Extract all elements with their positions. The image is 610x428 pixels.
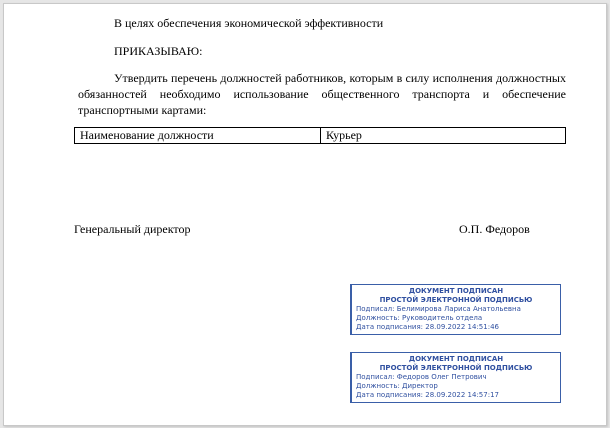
signature-position: Генеральный директор bbox=[74, 222, 191, 236]
paragraph-line-2: обязанностей необходимо использование общественного транспорта и обеспечение bbox=[78, 87, 566, 101]
position-value-cell: Курьер bbox=[326, 128, 362, 142]
order-paragraph bbox=[78, 70, 566, 118]
document-page bbox=[3, 3, 607, 426]
stamp-signer: Подписал: Белимирова Лариса Анатольевна bbox=[356, 305, 521, 313]
stamp-role: Должность: Руководитель отдела bbox=[356, 314, 483, 322]
stamp-role: Должность: Директор bbox=[356, 382, 438, 390]
stamp-title-line-2: ПРОСТОЙ ЭЛЕКТРОННОЙ ПОДПИСЬЮ bbox=[379, 364, 533, 372]
intro-line: В целях обеспечения экономической эффективности bbox=[114, 16, 384, 30]
paragraph-line-1: Утвердить перечень должностей работников, которым в силу исполнения должностных bbox=[114, 71, 566, 85]
paragraph-line-3: транспортными картами: bbox=[78, 103, 207, 117]
stamp-title-line-1: ДОКУМЕНТ ПОДПИСАН bbox=[408, 287, 504, 295]
stamp-title-line-2: ПРОСТОЙ ЭЛЕКТРОННОЙ ПОДПИСЬЮ bbox=[379, 296, 533, 304]
stamp-title-line-1: ДОКУМЕНТ ПОДПИСАН bbox=[408, 355, 504, 363]
e-signature-stamp bbox=[350, 284, 561, 335]
e-signature-stamp bbox=[350, 352, 561, 403]
position-header-cell: Наименование должности bbox=[75, 128, 321, 143]
stamp-date: Дата подписания: 28.09.2022 14:51:46 bbox=[356, 323, 499, 331]
stamp-signer: Подписал: Федоров Олег Петрович bbox=[356, 373, 487, 381]
positions-table bbox=[74, 127, 566, 144]
order-word: ПРИКАЗЫВАЮ: bbox=[114, 44, 203, 58]
stamp-date: Дата подписания: 28.09.2022 14:57:17 bbox=[356, 391, 499, 399]
signature-name: О.П. Федоров bbox=[459, 222, 530, 236]
